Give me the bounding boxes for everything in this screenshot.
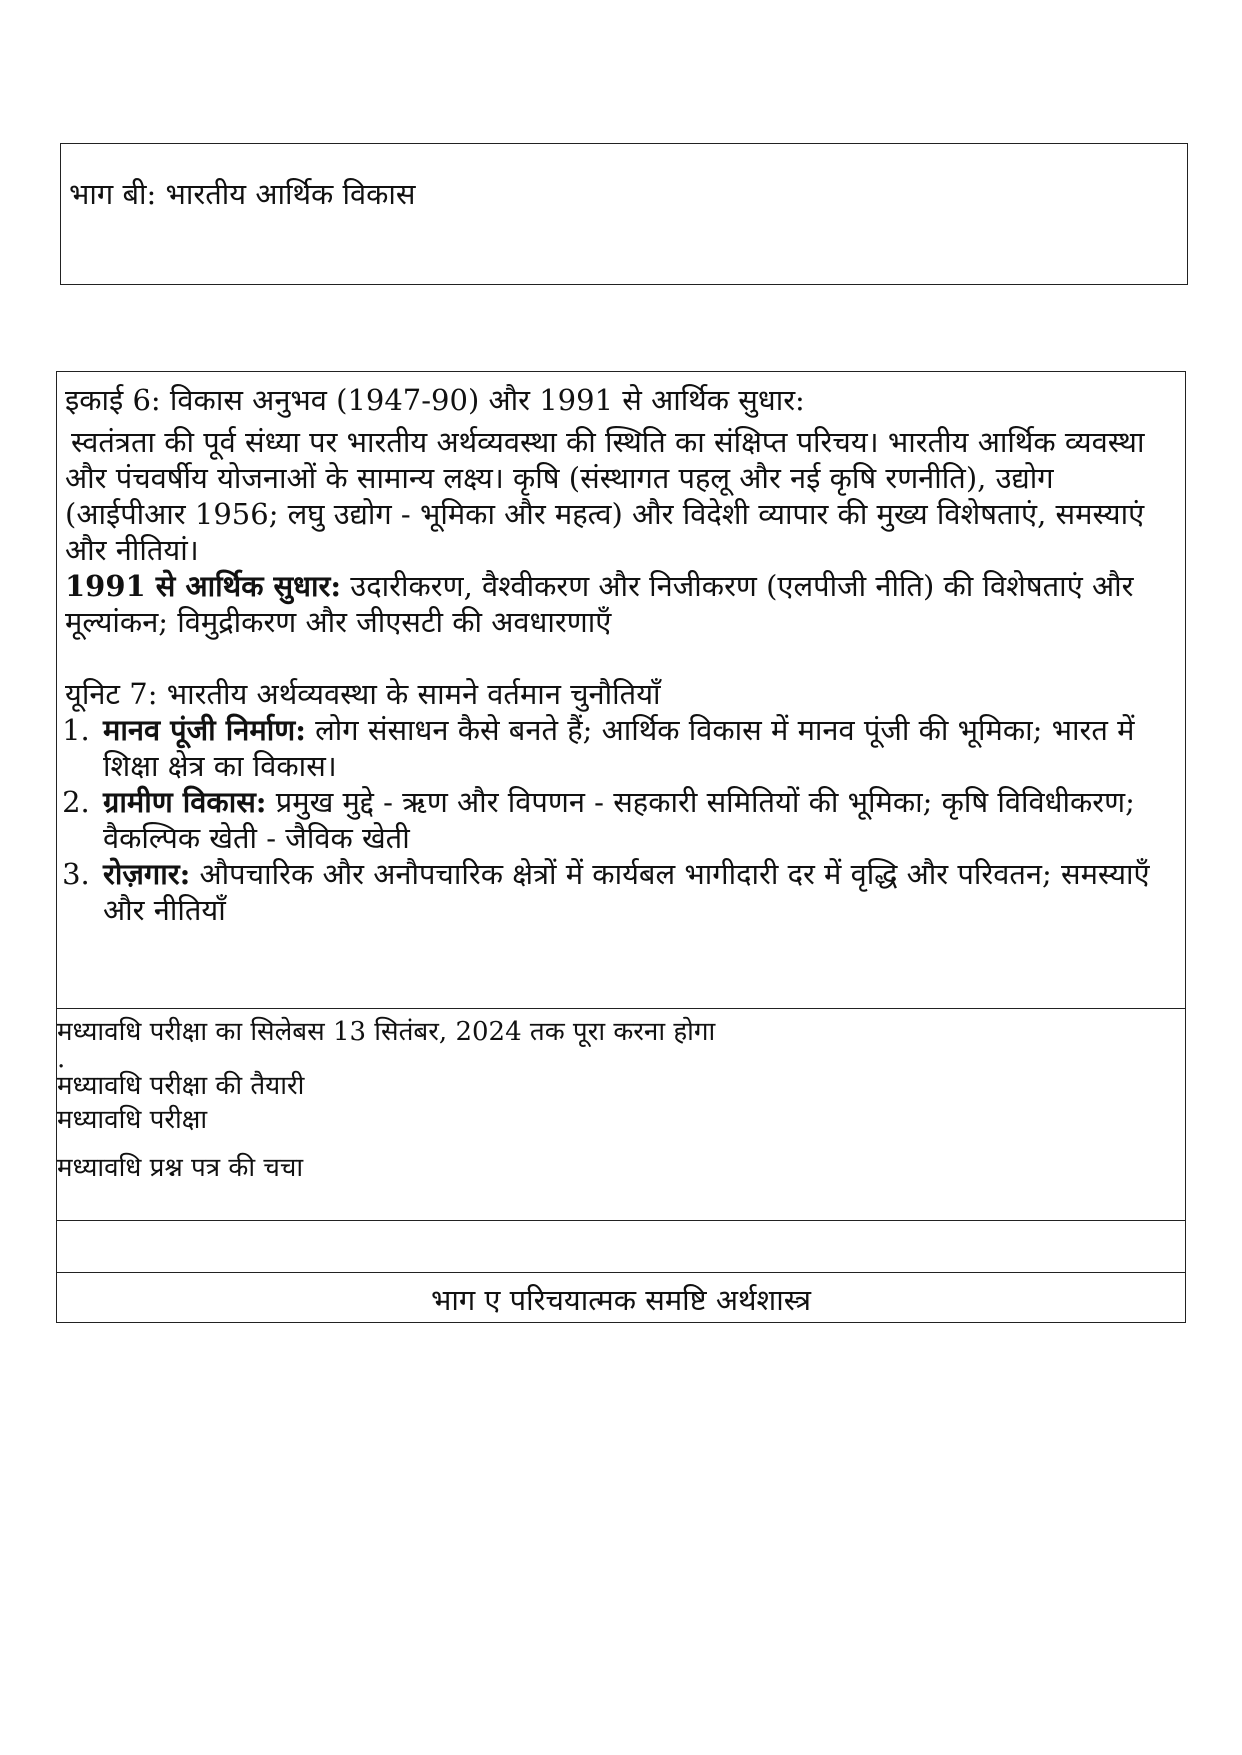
midterm-notes (57, 1015, 715, 1185)
topic-label: रोज़गार: (103, 857, 191, 891)
unit6-body (65, 424, 1179, 640)
topic-label: मानव पूंजी निर्माण: (103, 713, 306, 747)
spacer (65, 640, 1179, 676)
unit6-reforms-label: 1991 से आर्थिक सुधार: (65, 569, 342, 603)
topic-text: औपचारिक और अनौपचारिक क्षेत्रों में कार्यबल भागीदारी दर में वृद्धि और परिवतन; समस्याएँ और नीतियाँ (103, 857, 1150, 927)
unit6-paragraph: स्वतंत्रता की पूर्व संध्या पर भारतीय अर्थव्यवस्था की स्थिति का संक्षिप्त परिचय। भारतीय आर्थिक व्यवस्था और पंचवर्षीय योजनाओं के सामान्य लक्ष्य। कृषि (संस्थागत पहलू और नई कृषि रणनीति), उद्योग (आईपीआर 1956; लघु उद्योग - भूमिका और महत्व) और विदेशी व्यापार की मुख्य विशेषताएं, समस्याएं और नीतियां। (65, 425, 1145, 567)
topic-text: प्रमुख मुद्दे - ऋण और विपणन - सहकारी समितियों की भूमिका; कृषि विविधीकरण; वैकल्पिक खेती - जैविक खेती (103, 785, 1135, 855)
topic-text: लोग संसाधन कैसे बनते हैं; आर्थिक विकास में मानव पूंजी की भूमिका; भारत में शिक्षा क्षेत्र का विकास। (103, 713, 1135, 783)
list-item (99, 856, 1179, 928)
midterm-row (57, 1008, 1185, 1221)
part-b-title: भाग बी: भारतीय आर्थिक विकास (69, 177, 416, 211)
midterm-exam: मध्यावधि परीक्षा (57, 1105, 208, 1135)
midterm-preparation: मध्यावधि परीक्षा की तैयारी (57, 1071, 305, 1101)
midterm-paper-discussion: मध्यावधि प्रश्न पत्र की चचा (57, 1153, 304, 1183)
midterm-syllabus-deadline: मध्यावधि परीक्षा का सिलेबस 13 सितंबर, 2024 तक पूरा करना होगा (57, 1017, 716, 1047)
unit6-heading: इकाई 6: विकास अनुभव (1947-90) और 1991 से आर्थिक सुधार: (65, 383, 805, 417)
unit7-heading: यूनिट 7: भारतीय अर्थव्यवस्था के सामने वर्तमान चुनौतियाँ (65, 677, 661, 711)
unit6-reforms (65, 568, 1179, 640)
unit7-topic-list (65, 712, 1179, 928)
part-a-row (57, 1272, 1185, 1323)
empty-row (57, 1220, 1185, 1273)
topic-label: ग्रामीण विकास: (103, 785, 267, 819)
midterm-dot: . (57, 1044, 66, 1074)
part-b-title-box (60, 143, 1188, 285)
syllabus-content (65, 382, 1179, 928)
list-item (99, 712, 1179, 784)
unit6-reforms-text: उदारीकरण, वैश्वीकरण और निजीकरण (एलपीजी नीति) की विशेषताएं और मूल्यांकन; विमुद्रीकरण और जीएसटी की अवधारणाएँ (65, 569, 1134, 639)
syllabus-table (56, 371, 1186, 1323)
part-a-title: भाग ए परिचयात्मक समष्टि अर्थशास्त्र (430, 1283, 812, 1317)
list-item (99, 784, 1179, 856)
